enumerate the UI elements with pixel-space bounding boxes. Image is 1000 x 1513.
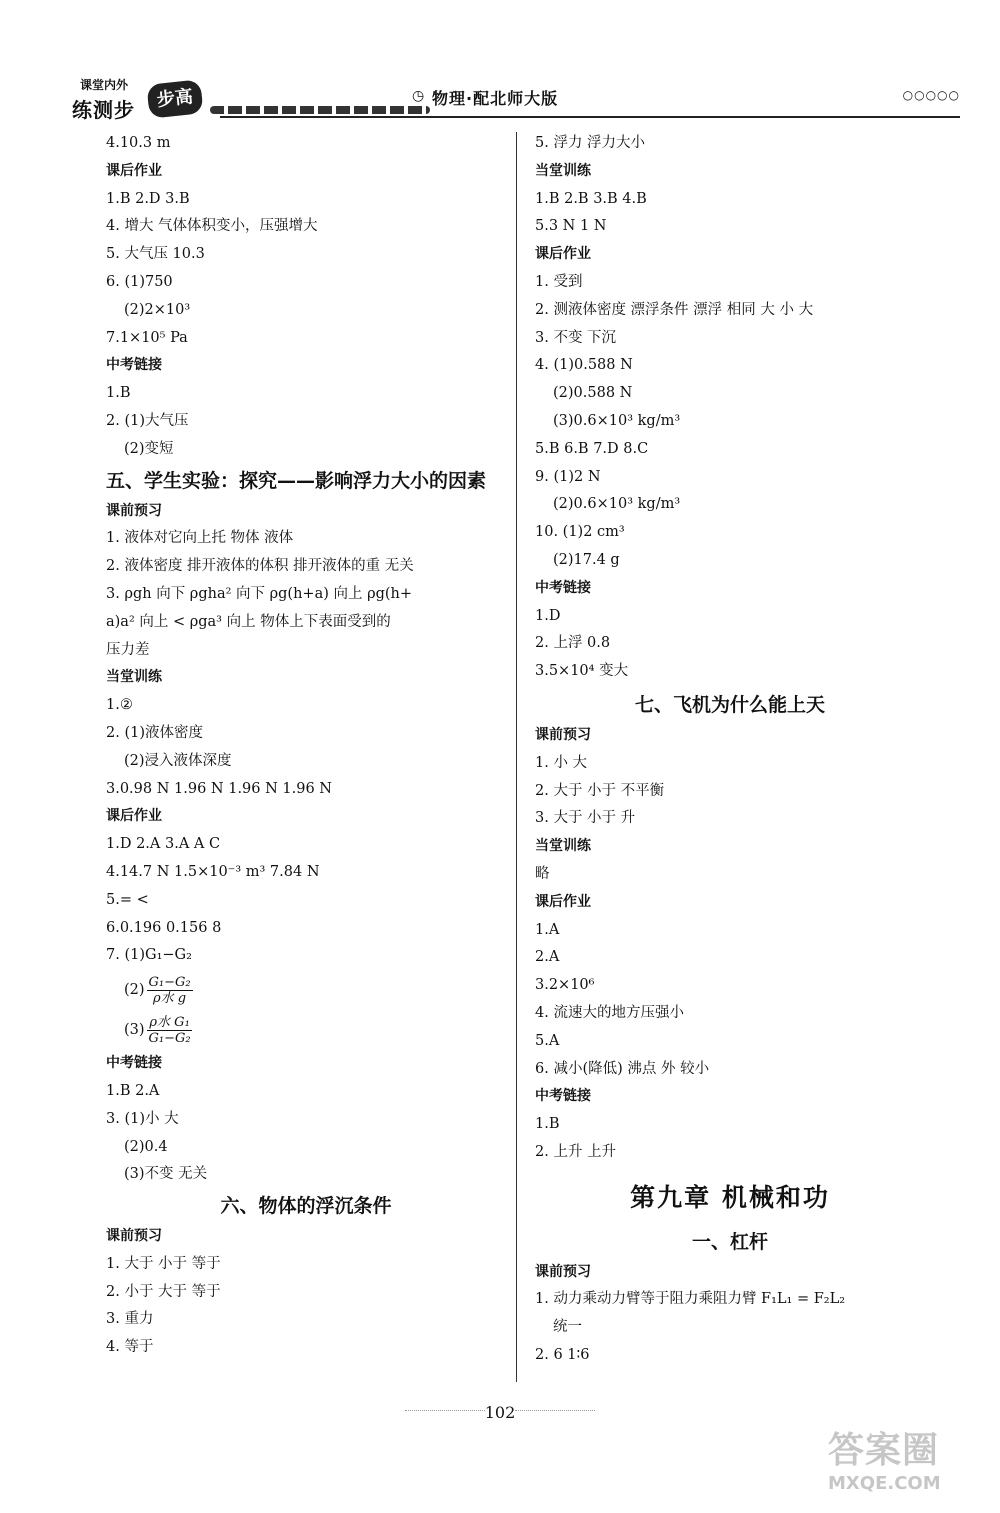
answer-line: 6.0.196 0.156 8	[106, 919, 222, 936]
section-label: 课后作业	[106, 808, 162, 825]
answer-line: 2. 上升 上升	[535, 1143, 617, 1160]
answer-line: 1.B 2.D 3.B	[106, 190, 190, 207]
answer-subline: (2)变短	[124, 440, 174, 457]
answer-line: 1.B	[535, 1116, 560, 1133]
answer-line: 4. 增大 气体体积变小，压强增大	[106, 218, 318, 235]
section-label: 当堂训练	[106, 669, 162, 686]
section-label: 中考链接	[106, 1055, 162, 1072]
answer-line: 2. 小于 大于 等于	[106, 1283, 221, 1300]
section-label: 课后作业	[535, 893, 591, 910]
section-title: 一、杠杆	[691, 1230, 768, 1253]
answer-line: a)a² 向上 < ρga³ 向上 物体上下表面受到的	[106, 613, 391, 630]
answer-line: 6. 减小(降低) 沸点 外 较小	[535, 1060, 710, 1077]
answer-line: 2. (1)大气压	[106, 412, 189, 429]
answer-line: 3. 大于 小于 升	[535, 810, 636, 827]
chapter-title: 第九章 机械和功	[630, 1182, 830, 1212]
section-label: 课前预习	[106, 502, 162, 519]
answer-line: 4. (1)0.588 N	[535, 357, 633, 374]
answer-line: 4. 等于	[106, 1339, 154, 1356]
brand-badge-logo: 步高	[146, 79, 203, 118]
answer-line: 6. (1)750	[106, 273, 173, 290]
fraction	[147, 1015, 193, 1046]
answer-line: 5.3 N 1 N	[535, 218, 607, 235]
fraction-denominator: ρ水 g	[153, 990, 187, 1006]
right-column	[535, 130, 925, 1370]
answer-line: 5.A	[535, 1032, 560, 1049]
answer-subline: (2)浸入液体深度	[124, 752, 232, 769]
answer-line: 1.B 2.A	[106, 1082, 160, 1099]
fraction-prefix: (3)	[124, 1022, 145, 1039]
subject-title: 物理·配北师大版	[432, 89, 559, 108]
section-title: 七、飞机为什么能上天	[634, 693, 825, 716]
fraction-prefix: (2)	[124, 982, 145, 999]
section-label: 课前预习	[106, 1228, 162, 1245]
answer-line: 3. 不变 下沉	[535, 329, 617, 346]
fraction-answer	[106, 970, 506, 1010]
answer-line: 2.A	[535, 949, 560, 966]
section-label: 课后作业	[106, 162, 162, 179]
fraction-numerator: ρ水 G₁	[149, 1014, 190, 1030]
answer-line: 3. 重力	[106, 1311, 154, 1328]
answer-line: 3.2×10⁶	[535, 977, 595, 994]
answer-subline: (2)17.4 g	[553, 551, 620, 568]
brand-title: 练测步	[72, 98, 135, 122]
answer-subline: (2)0.4	[124, 1138, 168, 1155]
answer-line: 1. 大于 小于 等于	[106, 1255, 221, 1272]
answer-line: 4.14.7 N 1.5×10⁻³ m³ 7.84 N	[106, 863, 320, 880]
page-header	[60, 72, 960, 132]
answer-line: 7.1×10⁵ Pa	[106, 329, 188, 346]
answer-subline: (2)0.6×10³ kg/m³	[553, 496, 681, 513]
section-label: 当堂训练	[535, 838, 591, 855]
page-number: 102	[484, 1403, 516, 1422]
answer-line: 1. 液体对它向上托 物体 液体	[106, 530, 294, 547]
fraction-numerator: G₁−G₂	[148, 974, 191, 990]
answer-subline: (2)2×10³	[124, 301, 191, 318]
watermark-logo	[828, 1422, 968, 1496]
answer-line: 7. (1)G₁−G₂	[106, 947, 192, 964]
answer-line: 2. 大于 小于 不平衡	[535, 782, 665, 799]
answer-line: 5. 浮力 浮力大小	[535, 135, 646, 151]
answer-line: 3. (1)小 大	[106, 1110, 179, 1127]
answer-line: 1. 小 大	[535, 754, 588, 771]
answer-line: 2. 6 1∶6	[535, 1347, 590, 1364]
answer-subline: (2)0.588 N	[553, 385, 633, 402]
watermark-text: 答案圈	[828, 1430, 940, 1471]
answer-line: 2. 液体密度 排开液体的体积 排开液体的重 无关	[106, 558, 414, 575]
answer-line: 5. 大气压 10.3	[106, 246, 205, 263]
answer-line: 4. 流速大的地方压强小	[535, 1004, 684, 1021]
brand-decoration	[210, 106, 430, 114]
answer-line: 3.5×10⁴ 变大	[535, 663, 629, 680]
section-label: 中考链接	[535, 579, 591, 596]
answer-line: 1. 受到	[535, 273, 583, 290]
answer-line: 4.10.3 m	[106, 135, 171, 151]
section-title: 六、物体的浮沉条件	[220, 1195, 392, 1218]
fraction	[147, 975, 193, 1006]
answer-line: 5.B 6.B 7.D 8.C	[535, 440, 649, 457]
answer-line: 2. (1)液体密度	[106, 724, 203, 741]
section-label: 当堂训练	[535, 162, 591, 179]
answer-subline: 统一	[553, 1319, 582, 1336]
watermark-url: MXQE.COM	[828, 1473, 941, 1494]
answer-line: 1.B	[106, 385, 131, 402]
answer-subline: (3)不变 无关	[124, 1166, 208, 1183]
answer-line: 10. (1)2 cm³	[535, 524, 625, 541]
answer-line: 1.D	[535, 607, 561, 624]
answer-line: 9. (1)2 N	[535, 468, 601, 485]
section-label: 课前预习	[535, 1263, 591, 1280]
answer-subline: (3)0.6×10³ kg/m³	[553, 412, 681, 429]
answer-line: 略	[535, 865, 550, 882]
header-dots: ○○○○○	[902, 88, 960, 102]
answer-line: 3.0.98 N 1.96 N 1.96 N 1.96 N	[106, 780, 332, 797]
column-divider	[516, 132, 517, 1382]
answer-line: 1. 动力乘动力臂等于阻力乘阻力臂 F₁L₁ = F₂L₂	[535, 1291, 846, 1308]
answer-line: 1.D 2.A 3.A A C	[106, 836, 221, 853]
brand-subtitle: 课堂内外	[80, 78, 129, 92]
fraction-denominator: G₁−G₂	[148, 1030, 191, 1046]
section-label: 中考链接	[535, 1088, 591, 1105]
section-label: 课前预习	[535, 726, 591, 743]
section-label: 中考链接	[106, 357, 162, 374]
header-rule	[220, 116, 960, 118]
footer-decoration-right	[515, 1410, 595, 1421]
answer-line: 2. 上浮 0.8	[535, 635, 611, 652]
answer-line: 压力差	[106, 641, 150, 658]
section-label: 课后作业	[535, 246, 591, 263]
left-column	[106, 130, 506, 1362]
clock-icon: ◷	[412, 88, 425, 104]
fraction-answer	[106, 1010, 506, 1050]
answer-line: 3. ρgh 向下 ρgha² 向下 ρg(h+a) 向上 ρg(h+	[106, 585, 413, 602]
answer-line: 1.B 2.B 3.B 4.B	[535, 190, 647, 207]
answer-line: 5.= <	[106, 891, 149, 908]
answer-line: 1.②	[106, 697, 133, 714]
section-title: 五、学生实验：探究——影响浮力大小的因素	[106, 469, 487, 492]
answer-line: 2. 测液体密度 漂浮条件 漂浮 相同 大 小 大	[535, 301, 814, 318]
answer-line: 1.A	[535, 921, 560, 938]
